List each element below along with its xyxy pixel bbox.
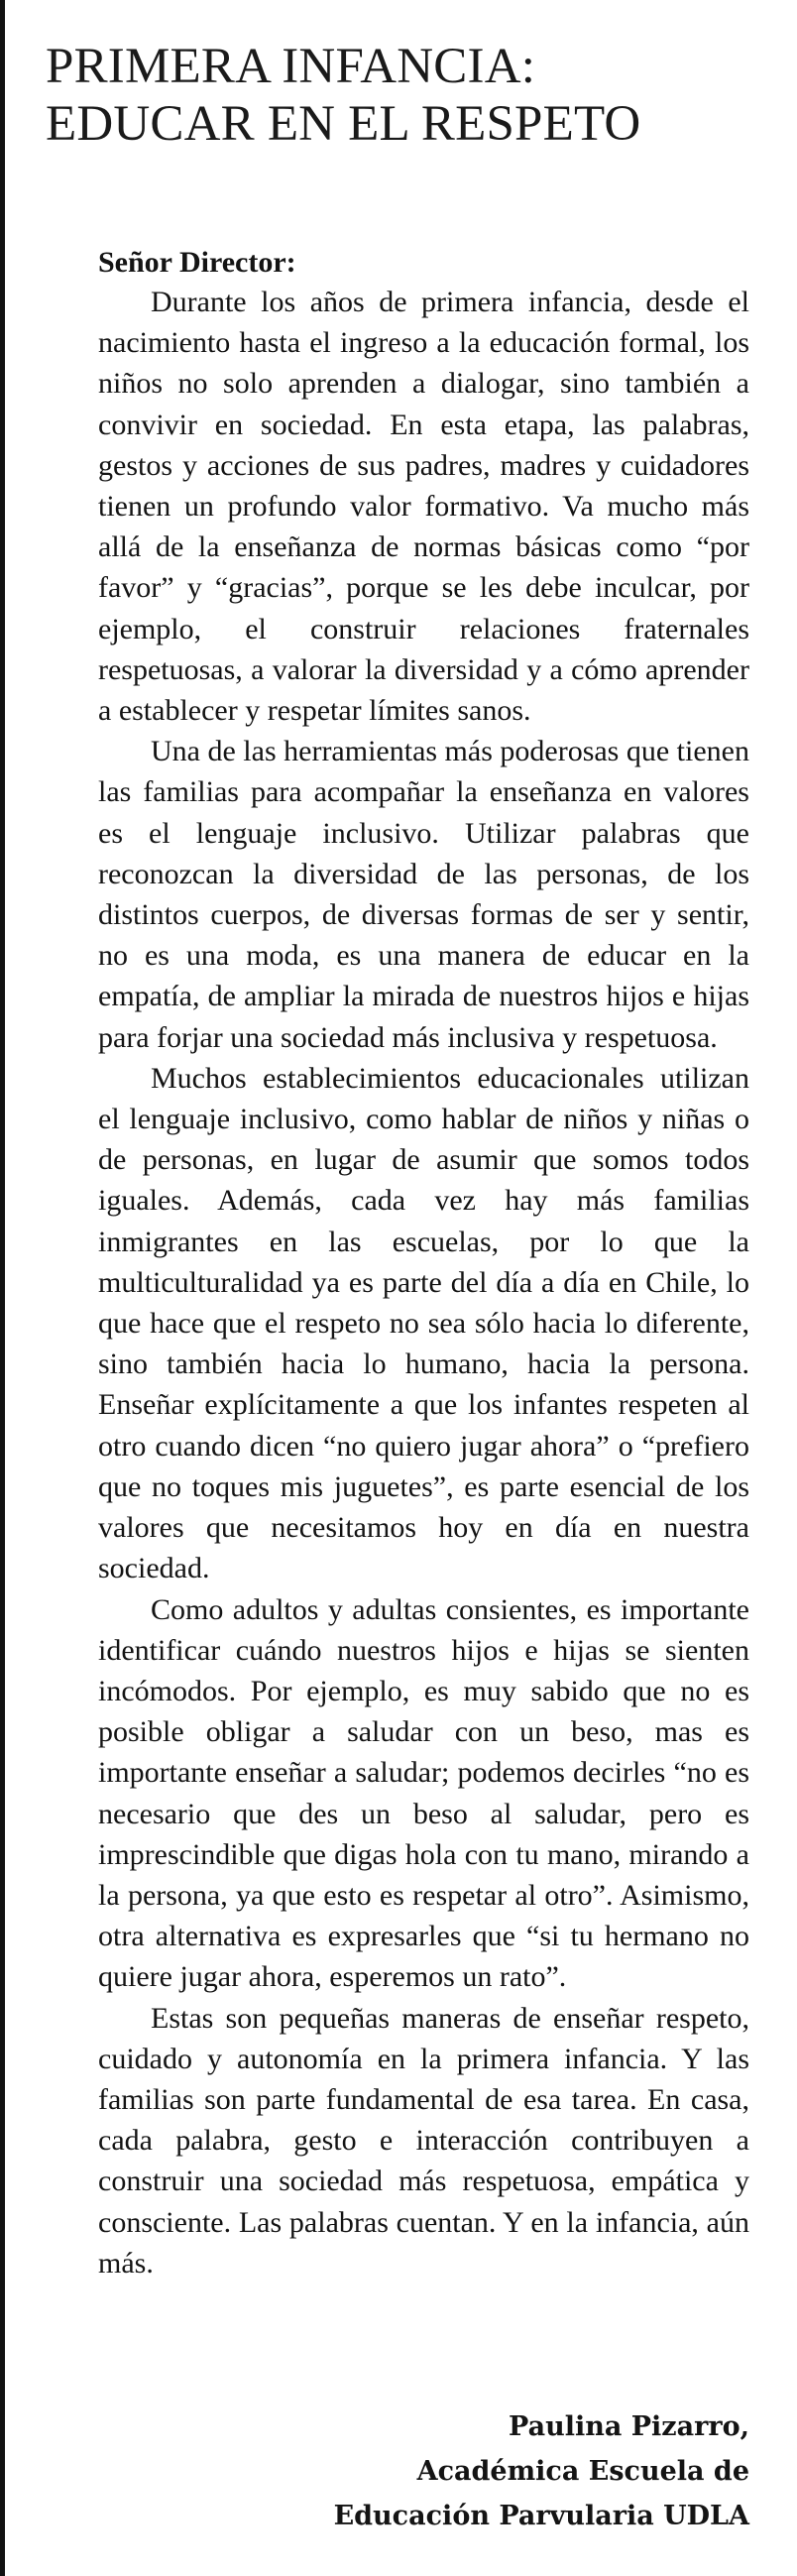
paragraph-1: Durante los años de primera infancia, desde el nacimiento hasta el ingreso a la educación formal, los niños no solo aprenden a dialogar, sino también a convivir en sociedad. En esta etapa, las palabras, gestos y acciones de sus padres, madres y cuidadores tienen un profundo valor formativo. Va mucho más allá de la enseñanza de normas básicas como “por favor” y “gracias”, porque se les debe inculcar, por ejemplo, el construir relaciones fraternales respetuosas, a valorar la diversidad y a cómo aprender a establecer y respetar límites sanos. [98, 286, 749, 728]
letter-body [46, 282, 749, 2283]
paragraph-3: Muchos establecimientos educacionales utilizan el lenguaje inclusivo, como hablar de niños y niñas o de personas, en lugar de asumir que somos todos iguales. Además, cada vez hay más familias inmigrantes en las escuelas, por lo que la multiculturalidad ya es parte del día a día en Chile, lo que hace que el respeto no sea sólo hacia lo diferente, sino también hacia lo humano, hacia la persona. Enseñar explícitamente a que los infantes respeten al otro cuando dicen “no quiero jugar ahora” o “prefiero que no toques mis juguetes”, es parte esencial de los valores que necesitamos hoy en día en nuestra sociedad. [98, 1061, 749, 1585]
paragraph-5: Estas son pequeñas maneras de enseñar respeto, cuidado y autonomía en la primera infancia. Y las familias son parte fundamental de esa tarea. En casa, cada palabra, gesto e interacción contribuyen a construir una sociedad más respetuosa, empática y consciente. Las palabras cuentan. Y en la infancia, aún más. [98, 2001, 749, 2280]
author-name: Paulina Pizarro, [509, 2411, 749, 2442]
title-line-1: PRIMERA INFANCIA: [46, 39, 536, 94]
signature-block [334, 2404, 749, 2538]
paragraph-2: Una de las herramientas más poderosas que tienen las familias para acompañar la enseñanza en valores es el lenguaje inclusivo. Utilizar palabras que reconozcan la diversidad de las personas, de los distintos cuerpos, de diversas formas de ser y sentir, no es una moda, es una manera de educar en la empatía, de ampliar la mirada de nuestros hijos e hijas para forjar una sociedad más inclusiva y respetuosa. [98, 735, 749, 1054]
article-title [46, 38, 749, 153]
author-role-line-1: Académica Escuela de [416, 2456, 749, 2487]
paragraph-4: Como adultos y adultas consientes, es importante identificar cuándo nuestros hijos e hijas se sienten incómodos. Por ejemplo, es muy sabido que no es posible obligar a saludar con un beso, mas es importante enseñar a saludar; podemos decirles “no es necesario que des un beso al saludar, pero es imprescindible que digas hola con tu mano, mirando a la persona, ya que esto es respetar al otro”. Asimismo, otra alternativa es expresarles que “si tu hermano no quiere jugar ahora, esperemos un rato”. [98, 1592, 749, 1994]
salutation: Señor Director: [98, 246, 296, 279]
author-role-line-2: Educación Parvularia UDLA [333, 2501, 749, 2531]
title-line-2: EDUCAR EN EL RESPETO [46, 96, 641, 152]
